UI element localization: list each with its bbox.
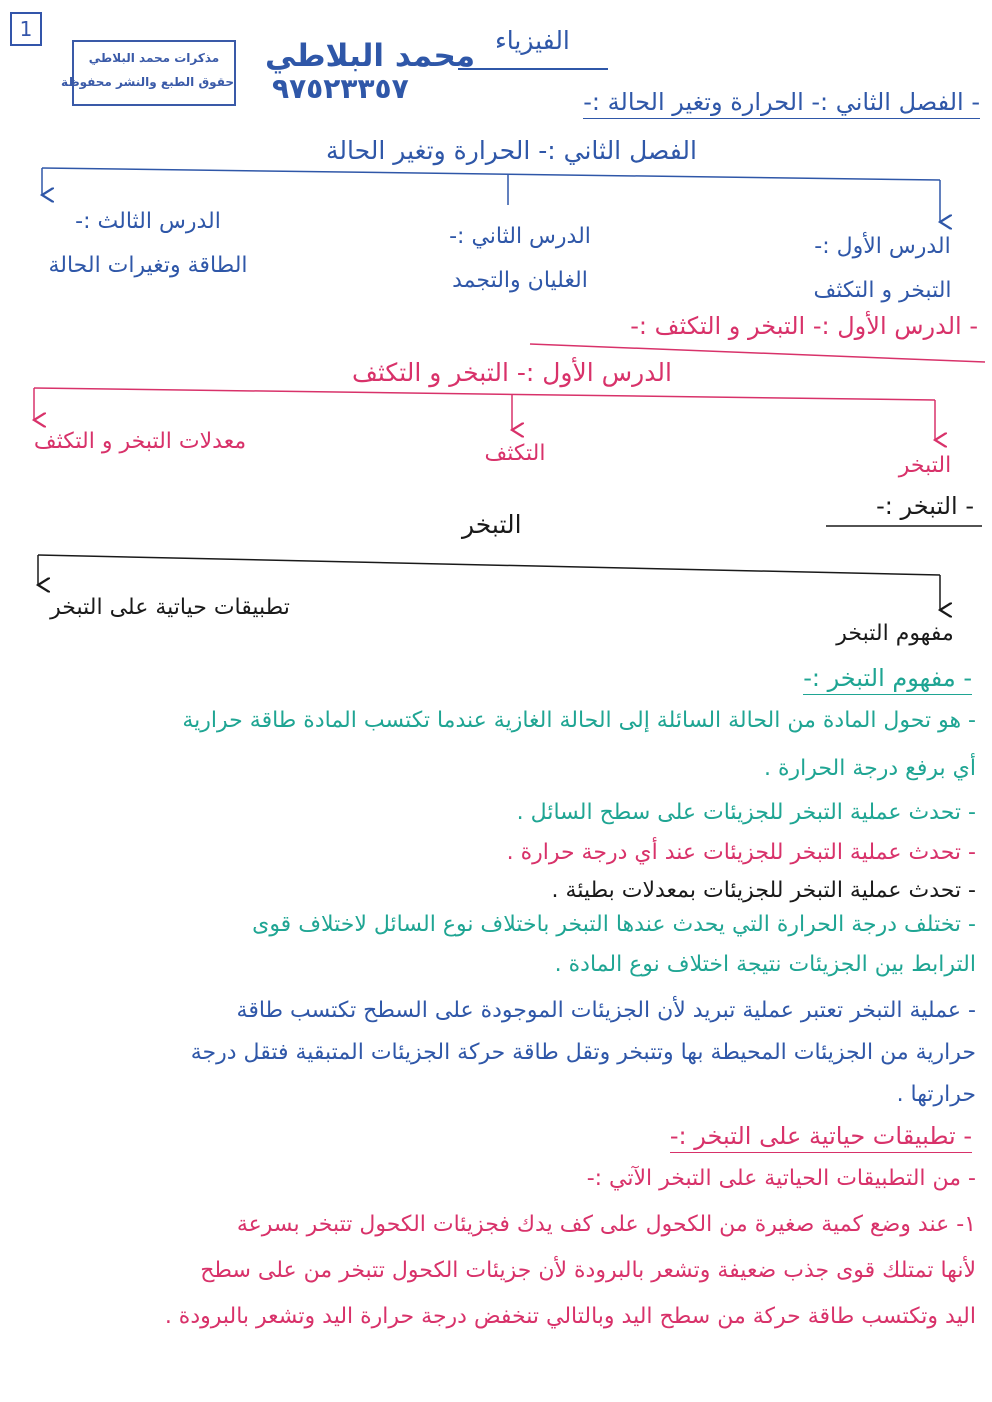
chapter-heading: - الفصل الثاني :- الحرارة وتغير الحالة :- xyxy=(583,88,980,119)
author-phone: ٩٧٥٢٣٣٥٧ xyxy=(272,72,409,105)
lesson1-heading: - الدرس الأول :- التبخر و التكثف :- xyxy=(630,312,978,340)
concept-line-3: - تحدث عملية التبخر للجزيئات على سطح السائل . xyxy=(516,800,976,825)
concept-line-10: حرارتها . xyxy=(896,1082,976,1107)
evaporation-map-center: التبخر xyxy=(462,510,522,539)
applications-line-3: لأنها تمتلك قوى جذب ضعيفة وتشعر بالبرودة لأن جزيئات الكحول تتبخر من على سطح xyxy=(200,1258,976,1283)
chapter-node-lesson3 xyxy=(28,200,268,288)
lesson1-name: التبخر و التكثف xyxy=(813,278,952,303)
lesson2-name: الغليان والتجمد xyxy=(452,268,588,293)
subject-title: الفيزياء xyxy=(495,26,570,55)
stamp-line-2: حقوق الطبع والنشر محفوظة xyxy=(61,75,234,89)
author-name: محمد البلاطي xyxy=(265,38,476,74)
page-number: 1 xyxy=(10,12,42,46)
lesson3-title: الدرس الثالث :- xyxy=(75,209,221,234)
concept-line-5: - تحدث عملية التبخر للجزيئات بمعدلات بطيئة . xyxy=(551,878,976,903)
lesson-node-rates: معدلات التبخر و التكثف xyxy=(33,429,247,454)
lesson-node-condensation: التكثف xyxy=(484,441,546,466)
evaporation-heading: - التبخر :- xyxy=(876,492,974,520)
concept-line-7: الترابط بين الجزيئات نتيجة اختلاف نوع المادة . xyxy=(554,952,976,977)
applications-line-2: ١- عند وضع كمية صغيرة من الكحول على كف يدك فجزيئات الكحول تتبخر بسرعة xyxy=(236,1212,976,1237)
concept-heading: - مفهوم التبخر :- xyxy=(803,664,972,695)
evaporation-node-concept: مفهوم التبخر xyxy=(836,621,954,646)
evaporation-node-applications: تطبيقات حياتية على التبخر xyxy=(50,595,290,620)
chapter-map-center: الفصل الثاني :- الحرارة وتغير الحالة xyxy=(326,136,697,165)
lesson-map-center: الدرس الأول :- التبخر و التكثف xyxy=(352,358,672,387)
concept-line-2: أي برفع درجة الحرارة . xyxy=(763,756,976,781)
applications-heading: - تطبيقات حياتية على التبخر :- xyxy=(670,1122,972,1153)
chapter-node-lesson1 xyxy=(790,225,975,313)
stamp-line-1: مذكرات محمد البلاطي xyxy=(88,51,220,65)
concept-line-6: - تختلف درجة الحرارة التي يحدث عندها التبخر باختلاف نوع السائل لاختلاف قوى xyxy=(252,912,976,937)
applications-line-4: اليد وتكتسب طاقة حركة من سطح اليد وبالتالي تنخفض درجة حرارة اليد وتشعر بالبرودة . xyxy=(164,1304,976,1329)
concept-line-8: - عملية التبخر تعتبر عملية تبريد لأن الجزيئات الموجودة على السطح تكتسب طاقة xyxy=(236,998,976,1023)
concept-line-1: - هو تحول المادة من الحالة السائلة إلى الحالة الغازية عندما تكتسب المادة طاقة حرارية xyxy=(182,708,976,733)
lesson-node-evaporation: التبخر xyxy=(898,453,952,478)
lesson1-title: الدرس الأول :- xyxy=(814,234,951,259)
lesson2-title: الدرس الثاني :- xyxy=(449,224,591,249)
lesson3-name: الطاقة وتغيرات الحالة xyxy=(48,253,248,278)
concept-line-4: - تحدث عملية التبخر للجزيئات عند أي درجة حرارة . xyxy=(506,840,976,865)
applications-line-1: - من التطبيقات الحياتية على التبخر الآتي :- xyxy=(586,1166,976,1191)
chapter-node-lesson2 xyxy=(420,215,620,303)
concept-line-9: حرارية من الجزيئات المحيطة بها وتتبخر وتقل طاقة حركة الجزيئات المتبقية فتقل درجة xyxy=(190,1040,976,1065)
